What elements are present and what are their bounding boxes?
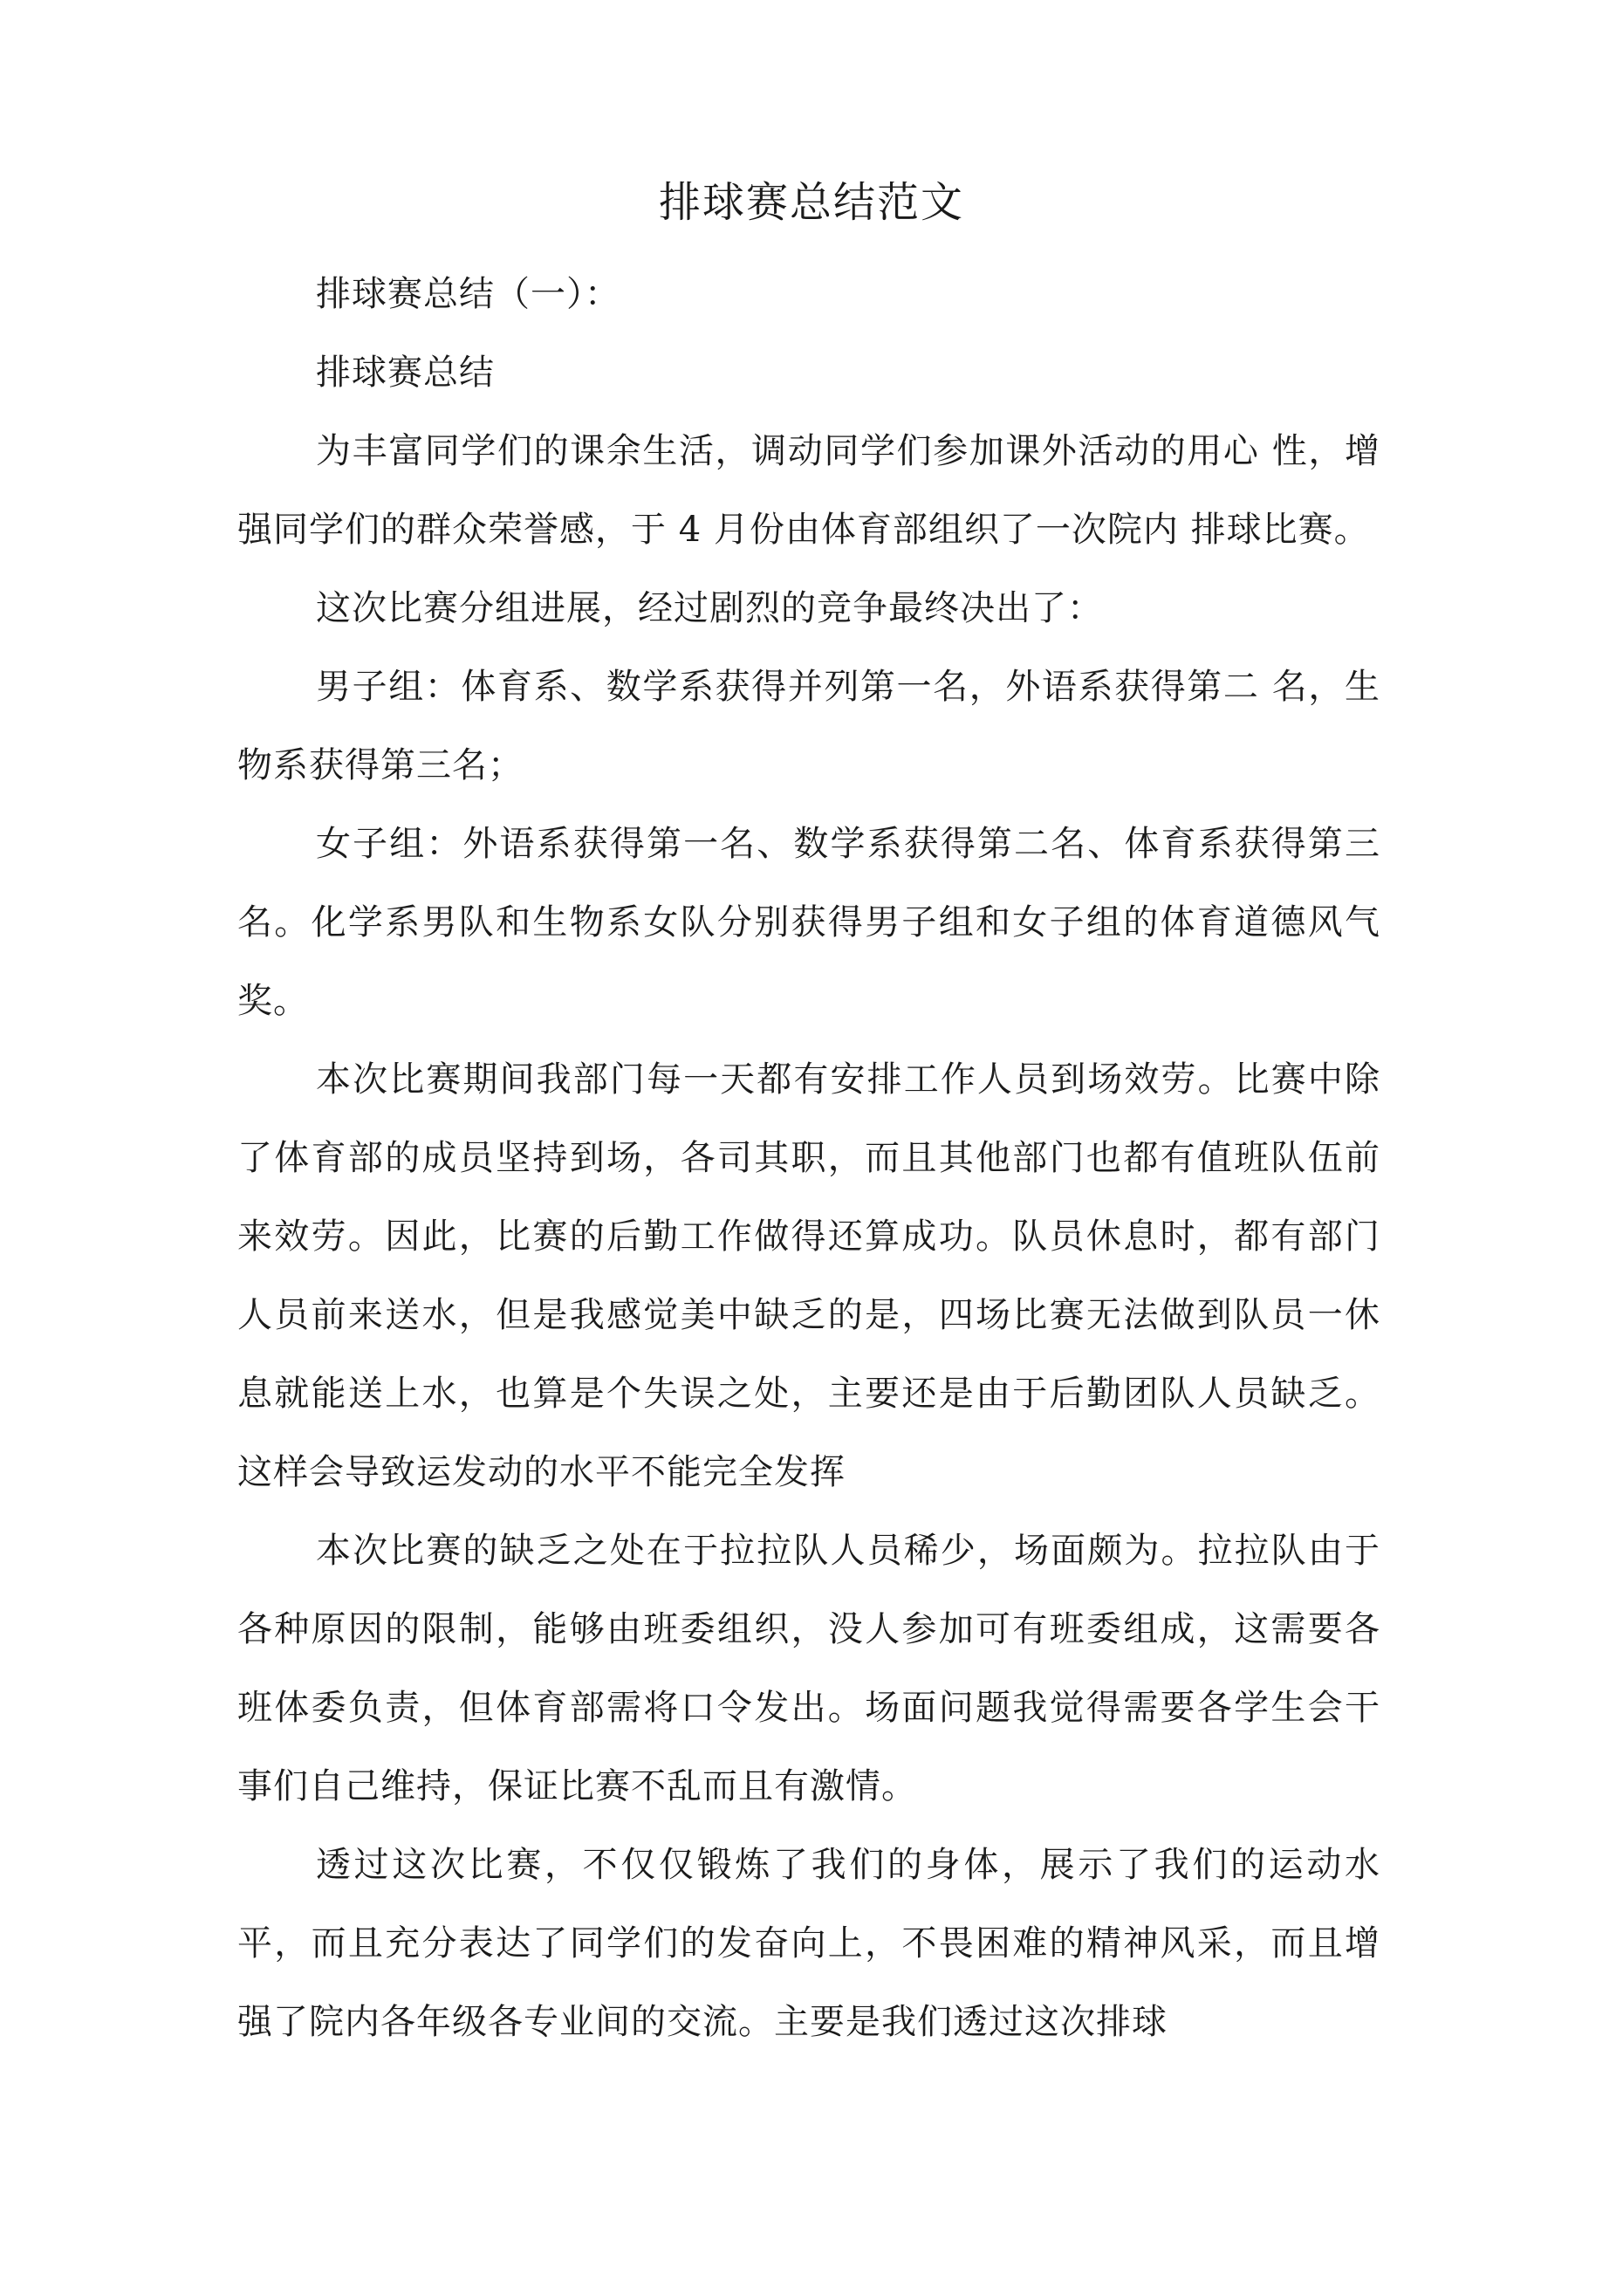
paragraph-cheerleading: 本次比赛的缺乏之处在于拉拉队人员稀少，场面颇为。拉拉队由于各种原因的限制，能够由班委组织，没人参加可有班委组成，这需要各班体委负责，但体育部需将口令发出。场面问题我觉得需要各学生会干事们自己维持，保证比赛不乱而且有激情。 [237, 1531, 1380, 1806]
document-body [237, 255, 1380, 2061]
paragraph-women-results: 女子组：外语系获得第一名、数学系获得第二名、体育系获得第三名。化学系男队和生物系女队分别获得男子组和女子组的体育道德风气奖。 [237, 824, 1380, 1021]
paragraph-subheading: 排球赛总结 [316, 353, 495, 393]
document-title: 排球赛总结范文 [658, 178, 964, 227]
paragraph-intro: 为丰富同学们的课余生活，调动同学们参加课外活动的用心 性，增强同学们的群众荣誉感，于 4 月份由体育部组织了一次院内 排球比赛。 [237, 431, 1380, 550]
paragraph-logistics: 本次比赛期间我部门每一天都有安排工作人员到场效劳。比赛中除了体育部的成员坚持到场，各司其职，而且其他部门也都有值班队伍前来效劳。因此，比赛的后勤工作做得还算成功。队员休息时，都有部门人员前来送水，但是我感觉美中缺乏的是，四场比赛无法做到队员一休息就能送上水，也算是个失误之处，主要还是由于后勤团队人员缺乏。这样会导致运发动的水平不能完全发挥 [237, 1059, 1380, 1492]
paragraph-men-results: 男子组：体育系、数学系获得并列第一名，外语系获得第二 名，生物系获得第三名； [237, 667, 1380, 785]
paragraph-conclusion: 透过这次比赛，不仅仅锻炼了我们的身体，展示了我们的运动水平，而且充分表达了同学们的发奋向上，不畏困难的精神风采，而且增强了院内各年级各专业间的交流。主要是我们透过这次排球 [237, 1845, 1380, 2042]
paragraph-section-heading: 排球赛总结（一）： [316, 274, 620, 314]
paragraph-results-lead: 这次比赛分组进展，经过剧烈的竞争最终决出了： [316, 588, 1103, 628]
